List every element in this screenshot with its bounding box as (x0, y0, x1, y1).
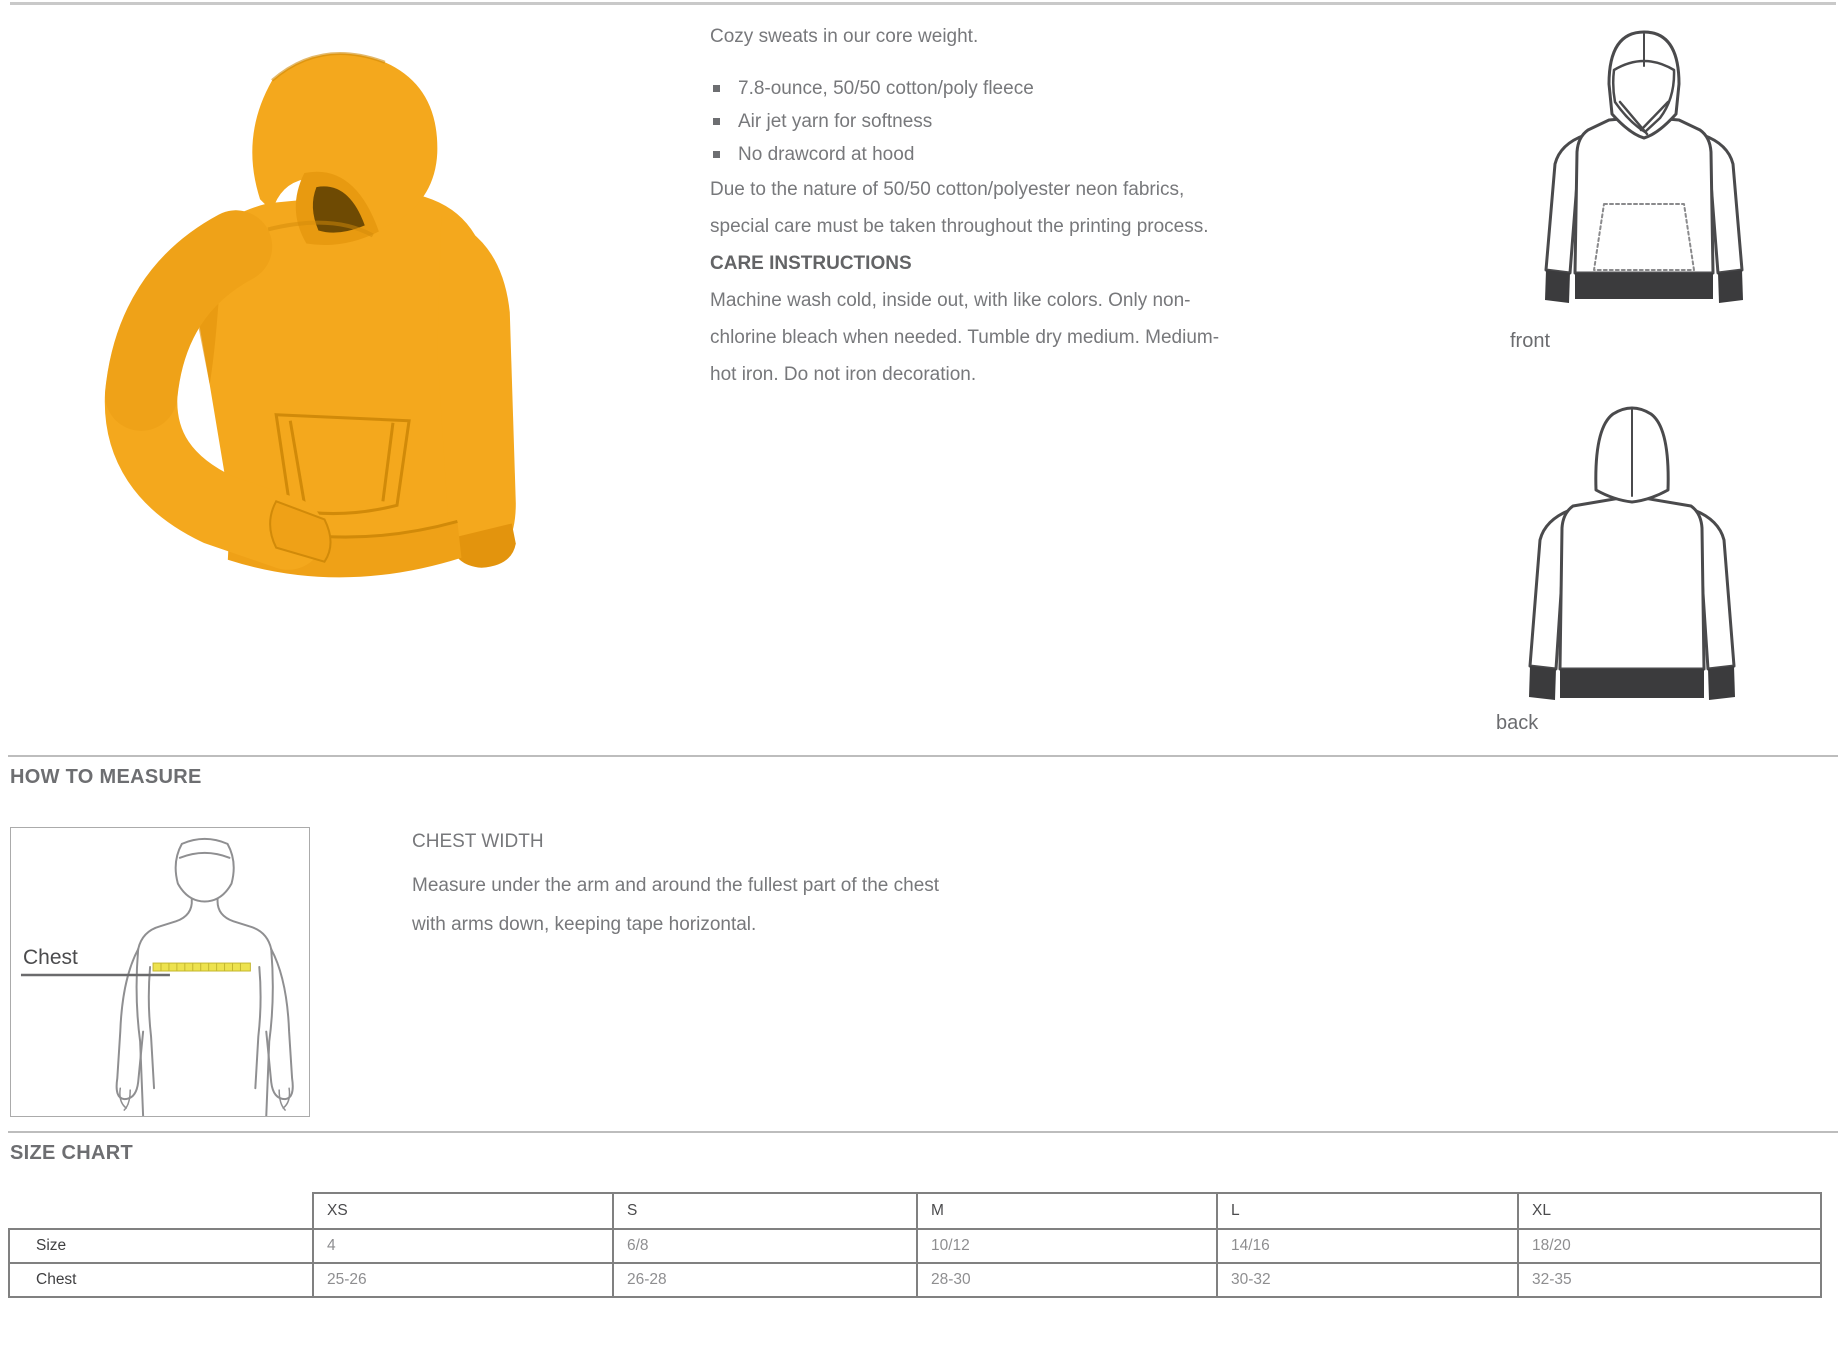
row-label: Chest (9, 1263, 313, 1297)
bullet-square-icon (713, 151, 720, 158)
product-intro: Cozy sweats in our core weight. (710, 26, 979, 47)
size-col-header: M (917, 1193, 1217, 1229)
cell: 26-28 (613, 1263, 917, 1297)
printing-note: Due to the nature of 50/50 cotton/polyester neon fabrics, special care must be taken throughout the printing process. (710, 179, 1209, 237)
chest-width-instructions: Measure under the arm and around the fullest part of the chest with arms down, keeping tape horizontal. (412, 875, 940, 935)
bullet-square-icon (713, 118, 720, 125)
cell: 18/20 (1518, 1229, 1821, 1263)
cell: 14/16 (1217, 1229, 1518, 1263)
size-col-header: S (613, 1193, 917, 1229)
feature-item (710, 72, 1235, 105)
chest-diagram-label: Chest (23, 946, 78, 969)
feature-text: Air jet yarn for softness (738, 111, 933, 132)
cell: 4 (313, 1229, 613, 1263)
cell: 30-32 (1217, 1263, 1518, 1297)
size-chart-heading: SIZE CHART (10, 1142, 133, 1164)
feature-list (710, 72, 1235, 171)
section-divider (8, 1131, 1838, 1133)
top-divider (10, 2, 1836, 5)
section-divider (8, 755, 1838, 757)
how-to-measure-heading: HOW TO MEASURE (10, 766, 202, 788)
table-row-size (9, 1229, 1821, 1263)
measure-diagram (10, 827, 310, 1117)
hoodie-illustration (38, 20, 613, 602)
front-view-drawing (1508, 20, 1780, 322)
size-col-header: XL (1518, 1193, 1821, 1229)
table-row-chest (9, 1263, 1821, 1297)
bullet-square-icon (713, 85, 720, 92)
feature-text: No drawcord at hood (738, 144, 915, 165)
front-view-label: front (1510, 330, 1551, 352)
tape-measure (153, 963, 250, 971)
feature-item (710, 105, 1235, 138)
size-col-header: L (1217, 1193, 1518, 1229)
chest-width-title: CHEST WIDTH (412, 831, 544, 852)
back-view-label: back (1496, 712, 1539, 734)
feature-item (710, 138, 1235, 171)
size-chart-corner-cell (9, 1193, 313, 1229)
row-label: Size (9, 1229, 313, 1263)
cell: 25-26 (313, 1263, 613, 1297)
product-description (710, 24, 1235, 393)
cell: 28-30 (917, 1263, 1217, 1297)
measure-figure (11, 828, 309, 1116)
feature-text: 7.8-ounce, 50/50 cotton/poly fleece (738, 78, 1034, 99)
size-chart-header-row (9, 1193, 1821, 1229)
size-chart (8, 1192, 1822, 1298)
care-instructions-text: Machine wash cold, inside out, with like colors. Only non-chlorine bleach when needed. Tumble dry medium. Medium-hot iron. Do not iron decoration. (710, 290, 1220, 385)
cell: 32-35 (1518, 1263, 1821, 1297)
cell: 10/12 (917, 1229, 1217, 1263)
size-chart-table (8, 1192, 1822, 1298)
cell: 6/8 (613, 1229, 917, 1263)
care-instructions-heading: CARE INSTRUCTIONS (710, 253, 912, 274)
back-view-drawing (1498, 398, 1766, 706)
size-col-header: XS (313, 1193, 613, 1229)
product-photo-gold-hoodie (38, 20, 613, 602)
